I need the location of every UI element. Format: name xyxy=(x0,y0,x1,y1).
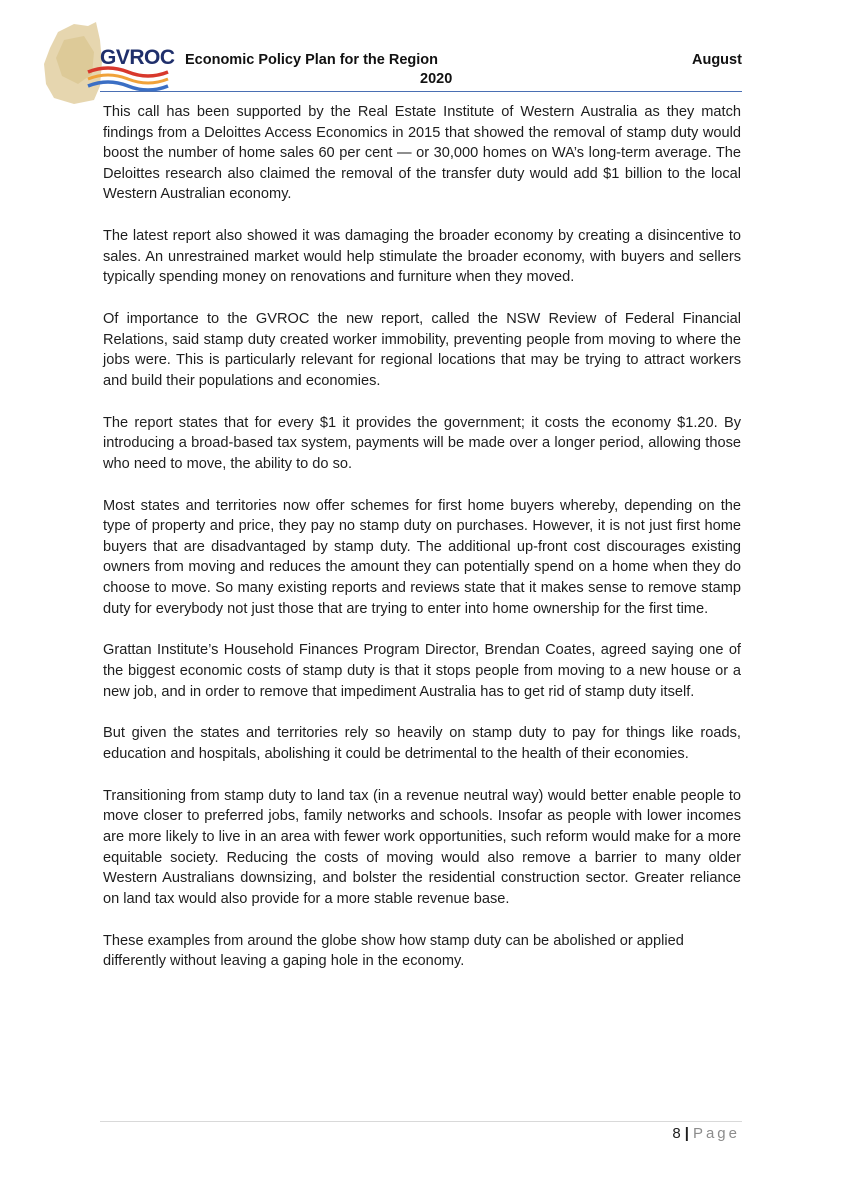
paragraph: The report states that for every $1 it provides the government; it costs the economy $1.20. By introducing a broad-based tax system, payments will be made over a longer period, allowing those who need to move, the ability to do so. xyxy=(103,414,741,472)
document-year: 2020 xyxy=(420,71,453,87)
document-title: Economic Policy Plan for the Region xyxy=(185,52,438,68)
page-number: 8 xyxy=(672,1125,681,1142)
page-header xyxy=(0,0,844,100)
paragraph: This call has been supported by the Real Estate Institute of Western Australia as they match findings from a Deloittes Access Economics in 2015 that showed the removal of stamp duty would boost the number of home sales 60 per cent — or 30,000 homes on WA’s long-term average. The Deloittes research also claimed the removal of the transfer duty would add $1 billion to the local Western Australian economy. xyxy=(103,104,741,203)
header-divider xyxy=(100,91,742,92)
paragraph: Transitioning from stamp duty to land tax (in a revenue neutral way) would better enable people to move closer to preferred jobs, family networks and schools. Insofar as people with lower incomes are more likely to live in an area with fewer work opportunities, such reform would make for a more equitable society. Reducing the costs of moving would also remove a barrier to many older Western Australians downsizing, and bolster the residential construction sector. Greater reliance on land tax would also provide for a more stable revenue base. xyxy=(103,787,741,907)
page-label: Page xyxy=(692,1125,740,1142)
paragraph: Most states and territories now offer schemes for first home buyers whereby, depending on the type of property and price, they pay no stamp duty on purchases. However, it is not just first home buyers that are disadvantaged by stamp duty. The additional up-front cost discourages existing owners from moving and reduces the amount they can potentially spend on a home when they do choose to move. So many existing reports and reviews state that it makes sense to remove stamp duty for everybody not just those that are trying to enter into home ownership for the first time. xyxy=(103,497,741,617)
paragraph: Of importance to the GVROC the new report, called the NSW Review of Federal Financial Relations, said stamp duty created worker immobility, preventing people from moving to where the jobs were. This is particularly relevant for regional locations that may be trying to attract workers and build their populations and economies. xyxy=(103,311,741,389)
footer-divider xyxy=(100,1121,742,1122)
paragraph: But given the states and territories rely so heavily on stamp duty to pay for things like roads, education and hospitals, abolishing it could be detrimental to the health of their economies. xyxy=(103,725,741,762)
paragraph: These examples from around the globe show how stamp duty can be abolished or applied differently without leaving a gaping hole in the economy. xyxy=(103,932,684,970)
logo-text: GVROC xyxy=(100,46,175,69)
body-text xyxy=(103,102,741,993)
document-month: August xyxy=(692,52,742,68)
page-footer xyxy=(672,1125,740,1142)
paragraph: Grattan Institute’s Household Finances Program Director, Brendan Coates, agreed saying one of the biggest economic costs of stamp duty is that it stops people from moving to a new house or a new job, and in order to remove that impediment Australia has to get rid of stamp duty itself. xyxy=(103,642,741,700)
waves-icon xyxy=(86,66,170,92)
paragraph: The latest report also showed it was damaging the broader economy by creating a disincentive to sales. An unrestrained market would help stimulate the broader economy, with buyers and sellers typically spending money on renovations and furniture when they moved. xyxy=(103,228,741,286)
page-separator: | xyxy=(684,1125,689,1142)
